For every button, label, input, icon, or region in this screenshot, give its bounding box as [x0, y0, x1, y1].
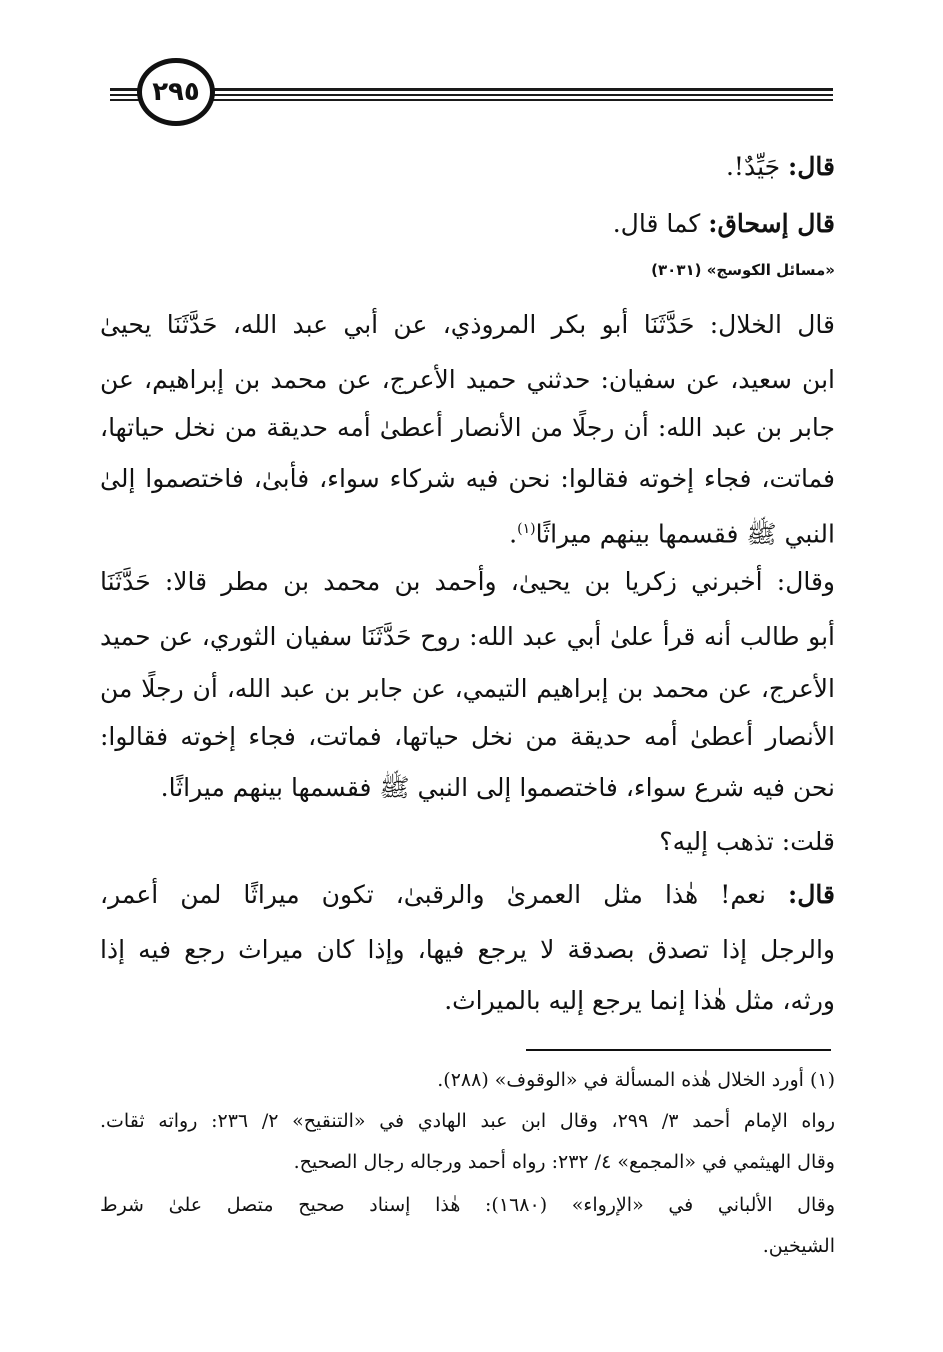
answer-line-1 — [100, 877, 835, 917]
line-text: النبي ﷺ فقسمها بينهم ميراثًا — [535, 519, 835, 549]
footnote-1-line-2: رواه الإمام أحمد ٣/ ٢٩٩، وقال ابن عبد الهادي في «التنقيح» ٢/ ٢٣٦: رواته ثقات. — [100, 1110, 835, 1132]
speaker-label: قال: — [788, 152, 835, 181]
line-end: . — [509, 519, 518, 549]
paragraph-2-line-3: الأعرج، عن محمد بن إبراهيم التيمي، عن جابر بن عبد الله، أن رجلًا من — [100, 674, 835, 703]
line-text: جَيِّدٌ!. — [725, 152, 789, 181]
paragraph-1-line-1: قال الخلال: حَدَّثَنَا أبو بكر المروذي، عن أبي عبد الله، حَدَّثَنَا يحيىٰ — [100, 310, 835, 339]
footnote-1-line-5: الشيخين. — [762, 1235, 835, 1257]
footnote-1-line-1: (١) أورد الخلال هٰذه المسألة في «الوقوف» (٢٨٨). — [437, 1069, 835, 1091]
line-text: نعم! هٰذا مثل العمرىٰ والرقبىٰ، تكون ميراثًا لمن أعمر، — [100, 880, 789, 909]
paragraph-1-line-5 — [100, 511, 835, 551]
header-rule-top — [110, 88, 833, 91]
line-qal-ishaq — [100, 206, 835, 246]
line-qal-jayyid — [100, 149, 835, 189]
speaker-label: قال: — [788, 880, 835, 909]
footnote-1-line-3: وقال الهيثمي في «المجمع» ٤/ ٢٣٢: رواه أحمد ورجاله رجال الصحيح. — [293, 1151, 835, 1173]
paragraph-2-line-5: نحن فيه شرع سواء، فاختصموا إلى النبي ﷺ فقسمها بينهم ميراثًا. — [160, 773, 835, 802]
header-rule-middle — [110, 94, 833, 96]
answer-line-3: ورثه، مثل هٰذا إنما يرجع إليه بالميراث. — [444, 986, 835, 1015]
paragraph-2-line-4: الأنصار أعطىٰ أمه حديقة من نخل حياتها، فماتت، فجاء إخوته فقالوا: — [100, 722, 835, 751]
line-question — [100, 824, 835, 864]
footnote-ref[interactable]: (١) — [517, 521, 536, 537]
source-citation: «مسائل الكوسج» (٣٠٣١) — [651, 261, 835, 279]
speaker-label: قال إسحاق: — [708, 209, 835, 238]
line-text: كما قال. — [612, 209, 709, 238]
paragraph-1-line-2: ابن سعيد، عن سفيان: حدثني حميد الأعرج، عن محمد بن إبراهيم، عن — [100, 365, 835, 394]
line-text: تذهب إليه؟ — [659, 827, 782, 856]
speaker-label: قلت: — [781, 827, 835, 856]
paragraph-1-line-4: فماتت، فجاء إخوته فقالوا: نحن فيه شركاء سواء، فأبىٰ، فاختصموا إلىٰ — [100, 464, 835, 493]
footnote-1-line-4: وقال الألباني في «الإرواء» (١٦٨٠): هٰذا إسناد صحيح متصل علىٰ شرط — [100, 1194, 835, 1216]
header-rule-bottom — [110, 99, 833, 101]
paragraph-2-line-2: أبو طالب أنه قرأ علىٰ أبي عبد الله: روح حَدَّثَنَا سفيان الثوري، عن حميد — [100, 622, 835, 651]
footnote-separator — [526, 1049, 831, 1051]
answer-line-2: والرجل إذا تصدق بصدقة لا يرجع فيها، وإذا كان ميراث رجع فيه إذا — [100, 935, 835, 964]
page-number: ٢٩٥ — [137, 58, 215, 126]
paragraph-2-line-1: وقال: أخبرني زكريا بن يحيىٰ، وأحمد بن محمد بن مطر قالا: حَدَّثَنَا — [100, 567, 835, 596]
paragraph-1-line-3: جابر بن عبد الله: أن رجلًا من الأنصار أعطىٰ أمه حديقة من نخل حياتها، — [100, 413, 835, 442]
